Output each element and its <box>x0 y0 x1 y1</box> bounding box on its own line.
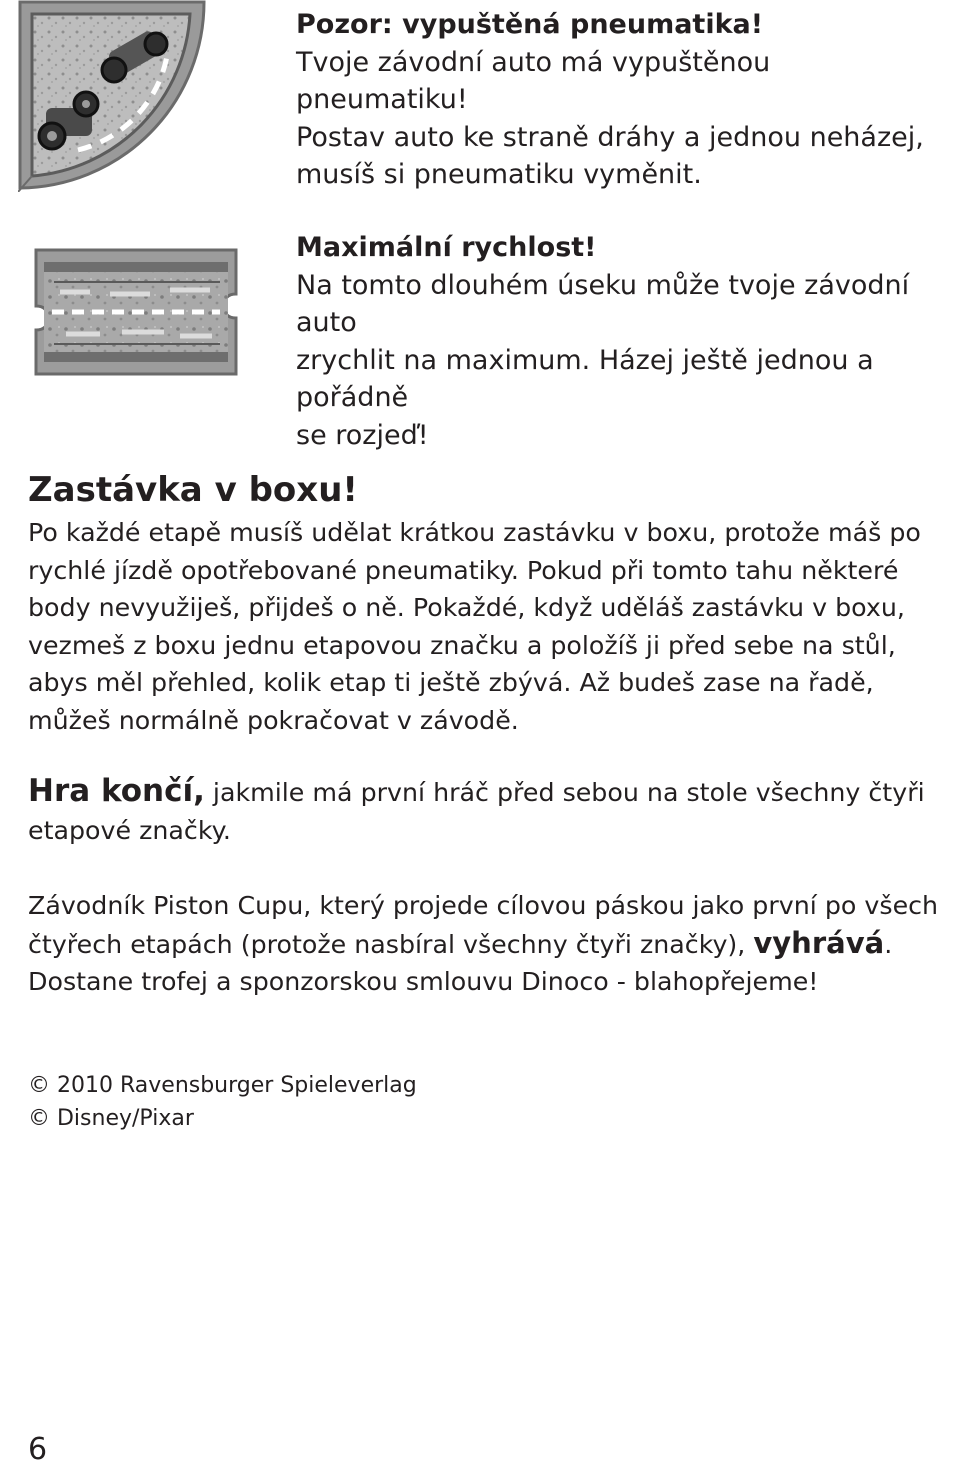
game-end-text: jakmile má první hráč před sebou na stole všechny čtyři etapové značky. <box>28 778 925 845</box>
copyright-block <box>28 1069 628 1135</box>
winner-emphasis: vyhrává <box>753 925 885 960</box>
max-speed-text-line: Na tomto dlouhém úseku může tvoje závodní auto <box>296 269 910 338</box>
curved-track-tile-image <box>18 0 210 192</box>
max-speed-text-line: se rozjeď! <box>296 419 429 451</box>
flat-tire-text-line: Tvoje závodní auto má vypuštěnou pneumatiku! <box>296 46 771 115</box>
max-speed-section <box>296 229 956 454</box>
winner-text-end: . Dostane trofej a sponzorskou smlouvu Dinoco - blahopřejeme! <box>28 929 893 996</box>
pit-stop-paragraph: Po každé etapě musíš udělat krátkou zastávku v boxu, protože máš po rychlé jízdě opotřebované pneumatiky. Pokud při tomto tahu některé body nevyužiješ, přijdeš o ně. Pokaždé, když uděláš zastávku v boxu, vezmeš z boxu jednu etapovou značku a položíš ji před sebe na stůl, abys měl přehled, kolik etap ti ještě zbývá. Až budeš zase na řadě, můžeš normálně pokračovat v závodě. <box>28 518 921 735</box>
straight-track-tile-image <box>30 244 244 380</box>
game-end-paragraph <box>28 773 948 849</box>
max-speed-text-line: zrychlit na maximum. Házej ještě jednou a pořádně <box>296 344 874 413</box>
copyright-line: © Disney/Pixar <box>28 1106 194 1131</box>
flat-tire-section <box>296 6 946 194</box>
max-speed-title: Maximální rychlost! <box>296 232 597 263</box>
winner-text: Závodník Piston Cupu, který projede cílovou páskou jako první po všech čtyřech etapách (protože nasbíral všechny čtyři značky), <box>28 891 939 959</box>
flat-tire-title: Pozor: vypuštěná pneumatika! <box>296 9 764 40</box>
flat-tire-text-line: Postav auto ke straně dráhy a jednou neházej, <box>296 121 924 153</box>
flat-tire-text-line: musíš si pneumatiku vyměnit. <box>296 159 702 190</box>
pit-stop-heading: Zastávka v boxu! <box>28 470 358 510</box>
pit-stop-section <box>28 470 943 739</box>
winner-paragraph <box>28 887 960 1001</box>
game-end-emphasis: Hra končí, <box>28 773 205 809</box>
page-number: 6 <box>28 1432 48 1467</box>
copyright-line: © 2010 Ravensburger Spieleverlag <box>28 1073 417 1098</box>
